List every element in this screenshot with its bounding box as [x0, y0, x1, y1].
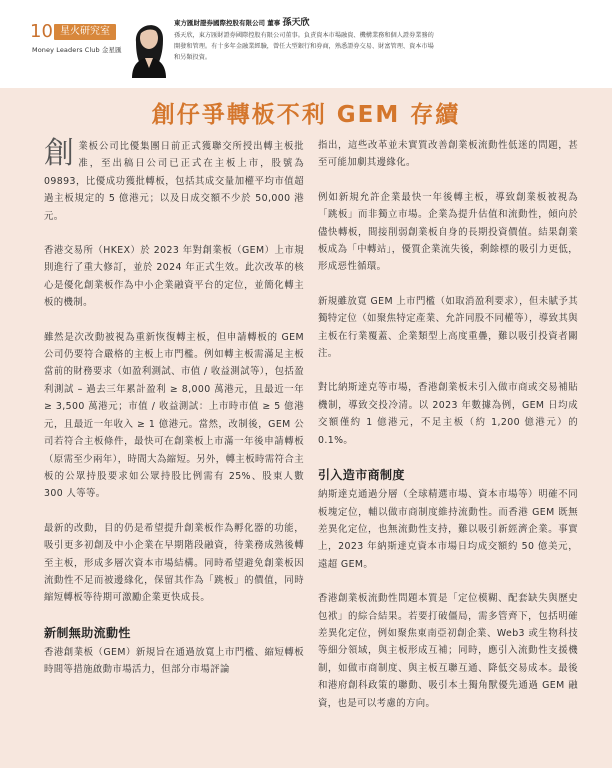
author-portrait: [128, 12, 170, 78]
author-bio: 孫天欣，東方匯財證券國際控股有限公司董事。負責資本市場融資、機構業務和個人證券業務的開發和管理。有十多年金融業經驗，曾任大型銀行和券商，熟悉證券交易、財富管理、資本市場和另類投資。: [174, 32, 434, 61]
paragraph: 創業板公司比優集團日前正式獲聯交所授出轉主板批准，至出稿日公司已正式在主板上市，股號為 09893，比優成功獲批轉板，包括其成交量加權平均市值超過主板規定的 5 億港元；以及日成交額不少於 50,000 港元。: [44, 136, 304, 222]
drop-cap: 創: [44, 136, 75, 171]
article-left-column: [44, 138, 304, 696]
paragraph: 香港交易所（HKEX）於 2023 年對創業板（GEM）上市規則進行了重大修訂，並於 2024 年正式生效。此次改革的核心是優化創業板作為中小企業融資平台的定位，並簡化轉主板的機制。: [44, 245, 304, 309]
page-header: [0, 0, 612, 88]
author-title: 東方匯財證券國際控股有限公司 董事: [174, 19, 281, 27]
club-name: Money Leaders Club 金星匯: [32, 46, 122, 54]
column-label: 星火研究室: [54, 24, 116, 40]
paragraph: 納斯達克通過分層（全球精選市場、資本市場等）明確不同板塊定位，輔以做市商制度維持流動性。而香港 GEM 既無差異化定位，也無流動性支持，難以吸引新經濟企業。事實上，2023 年納斯達克資本市場日均成交額約 50 億美元，遠超 GEM。: [318, 489, 578, 570]
article-right-column: [318, 137, 578, 729]
article-title: 創仔爭轉板不利 GEM 存續: [151, 102, 461, 128]
paragraph: 對比納斯達克等市場，香港創業板未引入做市商或交易補貼機制，導致交投冷清。以 2023 年數據為例，GEM 日均成交額僅約 1 億港元，不足主板（約 1,200 億港元）的 0.1%。: [318, 382, 578, 446]
subheading: 新制無助流動性: [44, 625, 131, 640]
paragraph: 雖然是次改動被視為重新恢復轉主板，但申請轉板的 GEM 公司仍要符合嚴格的主板上市門檻。例如轉主板需滿足主板當前的財務要求（如盈利測試、市值 / 收益測試等），包括盈利測試 – 過去三年累計盈利 ≥ 8,000 萬港元，且最近一年 ≥ 3,500 萬港元；市值 / 收益測試：上市時市值 ≥ 5 億港元，且最近一年收入 ≥ 1 億港元。當然，改制後，GEM 公司若符合主板條件，最快可在創業板上市滿一年後申請轉板（原需至少兩年），時間大為縮短。另外，轉主板時需符合主板的公眾持股要求如公眾持股比例需有 25%、股東人數 300 人等等。: [44, 331, 304, 500]
author-line: [174, 15, 310, 28]
subheading: 引入造市商制度: [318, 468, 405, 483]
paragraph: 香港創業板（GEM）新規旨在通過放寬上市門檻、縮短轉板時間等措施啟動市場活力，但部分市場評論: [44, 646, 304, 676]
page-number: 10: [30, 21, 53, 42]
paragraph: 例如新規允許企業最快一年後轉主板，導致創業板被視為「跳板」而非獨立市場。企業為提升估值和流動性，傾向於儘快轉板，間接削弱創業板自身的長期投資價值。結果創業板成為「中轉站」，優質企業流失後，剩餘標的吸引力更低，形成惡性循環。: [318, 191, 578, 273]
paragraph: 指出，這些改革並未實質改善創業板流動性低迷的問題，甚至可能加劇其邊緣化。: [318, 140, 578, 169]
paragraph: 新規雖放寬 GEM 上市門檻（如取消盈利要求），但未賦予其獨特定位（如聚焦特定產業、允許同股不同權等），導致其與主板在行業覆蓋、企業類型上高度重疊，難以吸引投資者關注。: [318, 295, 578, 360]
paragraph: 香港創業板流動性問題本質是「定位模糊、配套缺失與歷史包袱」的綜合結果。若要打破僵局，需多管齊下，包括明確差異化定位，例如聚焦東南亞初創企業、Web3 或生物科技等細分領域，與主板形成互補；同時，應引入流動性支援機制，如做市商制度、與主板互聯互通、降低交易成本。最後和港府創科政策的聯動、吸引本土獨角獸優先通過 GEM 融資，也是可以考慮的方向。: [318, 593, 578, 709]
paragraph: 最新的改動，目的仍是希望提升創業板作為孵化器的功能，吸引更多初創及中小企業在早期階段融資，待業務成熟後轉至主板，形成多層次資本市場結構。同時希望避免創業板因流動性不足而被邊緣化，保留其作為「跳板」的價值，同時縮短轉板等待期可激勵企業更快成長。: [44, 522, 304, 604]
author-name: 孫天欣: [282, 18, 310, 28]
